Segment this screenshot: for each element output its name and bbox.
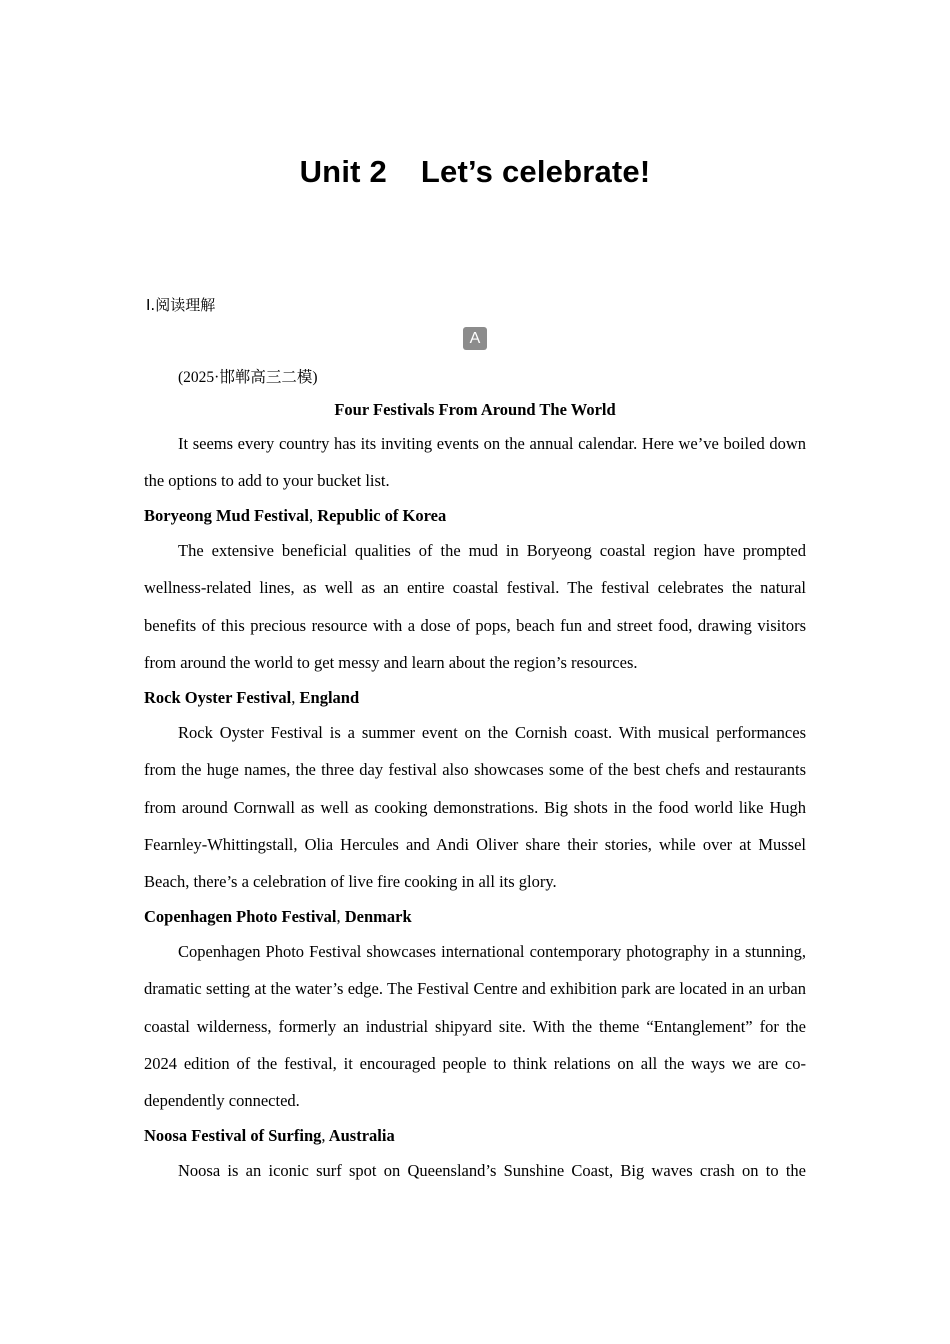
unit-number: Unit 2 — [299, 154, 387, 189]
intro-paragraph: It seems every country has its inviting events on the annual calendar. Here we’ve boiled down the options to add to your bucket list. — [144, 434, 806, 491]
festival-name: Copenhagen Photo Festival — [144, 907, 337, 926]
unit-title — [0, 154, 950, 190]
heading-separator: , — [309, 506, 314, 525]
festival-heading — [144, 688, 359, 708]
unit-name: Let’s celebrate! — [420, 154, 651, 189]
festival-name: Boryeong Mud Festival — [144, 506, 309, 525]
heading-separator: , — [321, 1126, 326, 1145]
passage-source: (2025·邯郸高三二模) — [178, 369, 318, 386]
section-heading: Ⅰ.阅读理解 — [146, 296, 216, 314]
festival-country: Denmark — [344, 907, 412, 926]
heading-separator: , — [336, 907, 341, 926]
festival-paragraph: Noosa is an iconic surf spot on Queensland’s Sunshine Coast, Big waves crash on to the — [178, 1161, 806, 1180]
heading-separator: , — [291, 688, 296, 707]
festival-paragraph: Rock Oyster Festival is a summer event on the Cornish coast. With musical performances from the huge names, the three day festival also showcases some of the best chefs and restaurants from around Cornwall as well as cooking demonstrations. Big shots in the food world like Hugh Fearnley-Whittingstall, Olia Hercules and Andi Oliver share their stories, while over at Mussel Beach, there’s a celebration of live fire cooking in all its glory. — [144, 723, 806, 892]
festival-heading — [144, 907, 412, 927]
festival-paragraph: Copenhagen Photo Festival showcases international contemporary photography in a stunning, dramatic setting at the water’s edge. The Festival Centre and exhibition park are located in an urban coastal wilderness, formerly an industrial shipyard site. With the theme “Entanglement” for the 2024 edition of the festival, it encouraged people to think relations on all the ways we are co-dependently connected. — [144, 942, 806, 1111]
festival-country: England — [299, 688, 360, 707]
festival-paragraph: The extensive beneficial qualities of the mud in Boryeong coastal region have prompted wellness-related lines, as well as an entire coastal festival. The festival celebrates the natural benefits of this precious resource with a dose of pops, beach fun and street food, drawing visitors from around the world to get messy and learn about the region’s resources. — [144, 541, 806, 672]
article-title: Four Festivals From Around The World — [334, 400, 616, 419]
festival-heading — [144, 1126, 395, 1146]
festival-country: Australia — [328, 1126, 395, 1145]
festival-heading — [144, 506, 446, 526]
festival-name: Noosa Festival of Surfing — [144, 1126, 322, 1145]
festival-name: Rock Oyster Festival — [144, 688, 292, 707]
festival-country: Republic of Korea — [317, 506, 447, 525]
passage-label-badge: A — [463, 327, 487, 350]
